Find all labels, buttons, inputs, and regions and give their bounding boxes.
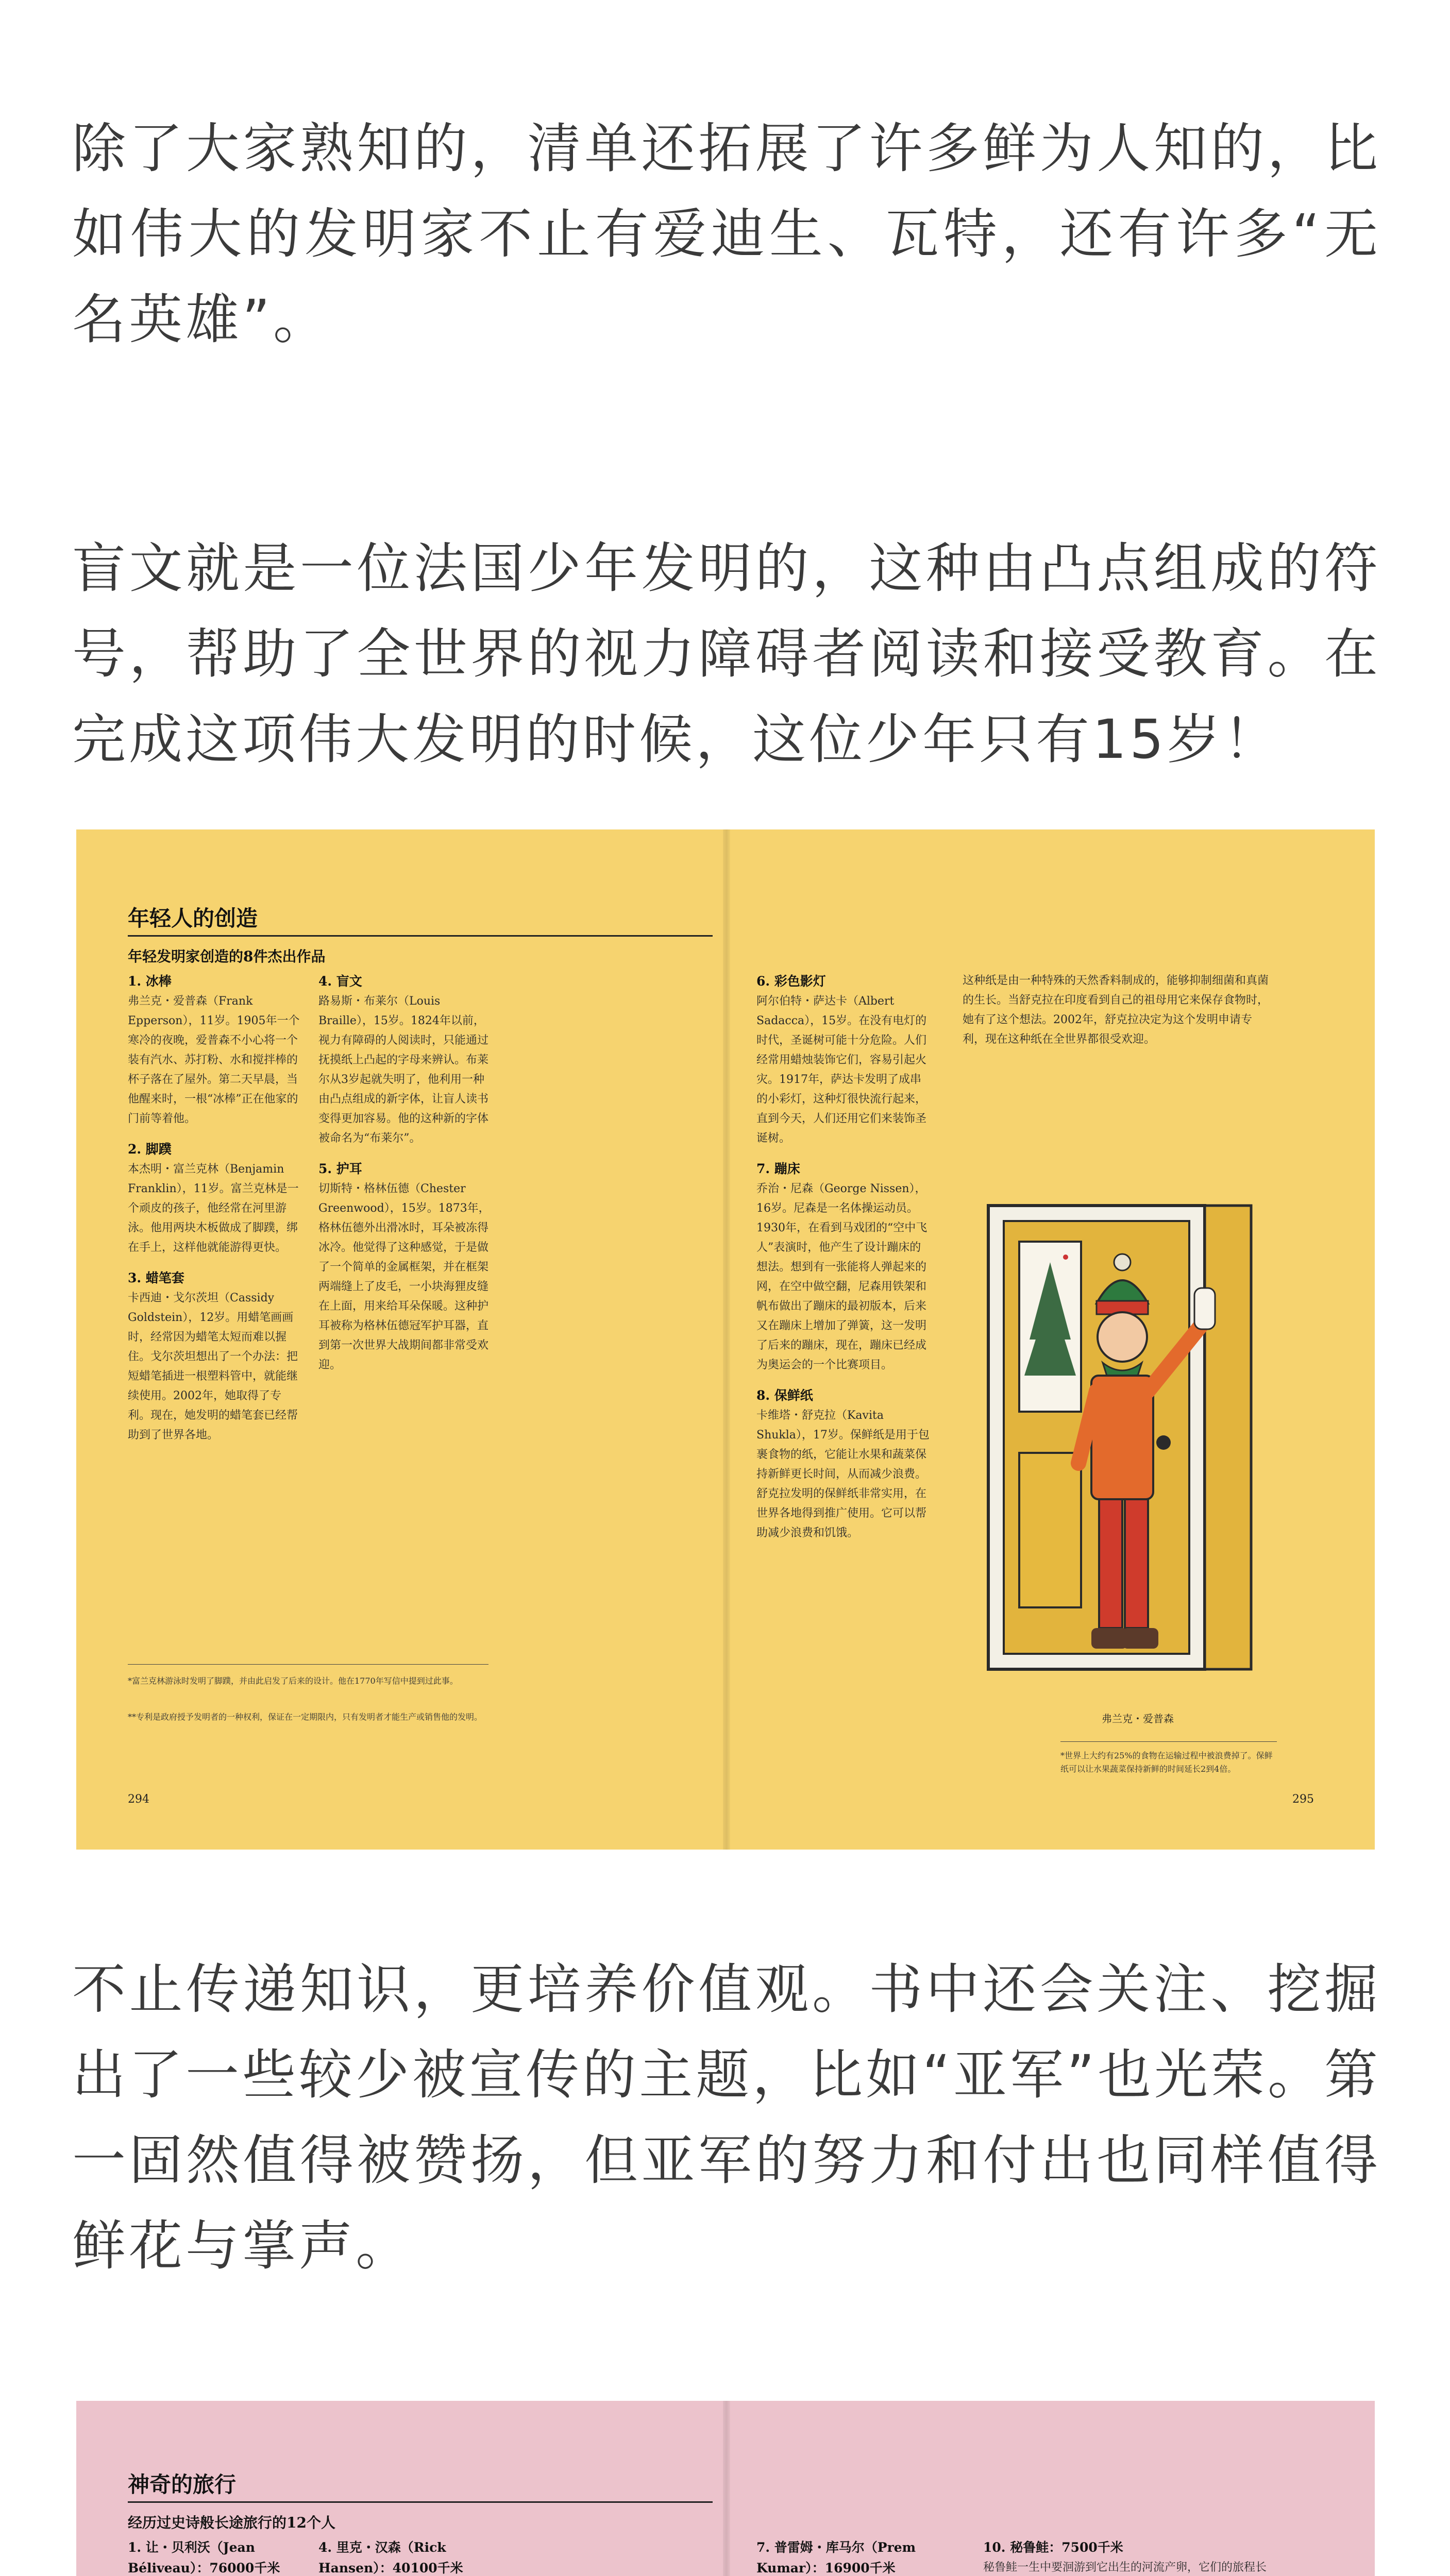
item-heading: 7. 蹦床 [756,1161,800,1176]
spread-subtitle: 年轻发明家创造的8件杰出作品 [128,948,326,965]
column-1 [128,971,303,1455]
item-heading: 3. 蜡笔套 [128,1270,184,1285]
item-body: 阿尔伯特・萨达卡（Albert Sadacca），15岁。在没有电灯的时代，圣诞树可能十分危险。人们经常用蜡烛装饰它们，容易引起火灾。1917年，萨达卡发明了成串的小彩灯，这种灯很快流行起来，直到今天，人们还用它们来装饰圣诞树。 [756,995,927,1145]
item-heading: 8. 保鲜纸 [756,1388,813,1403]
item-heading: 6. 彩色影灯 [756,974,826,989]
title-rule [128,2501,713,2503]
item-body: 本杰明・富兰克林（Benjamin Franklin），11岁。富兰克林是一个顽皮的孩子，他经常在河里游泳。他用两块木板做成了脚蹼，绑在手上，这样他就能游得更快。 [128,1163,299,1254]
item-body: 卡西迪・戈尔茨坦（Cassidy Goldstein），12岁。用蜡笔画画时，经常因为蜡笔太短而难以握住。戈尔茨坦想出了一个办法：把短蜡笔插进一根塑料管中，就能继续使用。2002年，她取得了专利。现在，她发明的蜡笔套已经帮助到了世界各地。 [128,1292,298,1442]
item-heading: 2. 脚蹼 [128,1142,172,1157]
middle-paragraph: 不止传递知识，更培养价值观。书中还会关注、挖掘出了一些较少被宣传的主题，比如“亚军”也光荣。第一固然值得被赞扬，但亚军的努力和付出也同样值得鲜花与掌声。 [72,1958,1381,2277]
item-heading: 4. 盲文 [318,974,362,989]
footnote-rule [128,1664,488,1665]
item-body-continued: 这种纸是由一种特殊的天然香料制成的，能够抑制细菌和真菌的生长。当舒克拉在印度看到自己的祖母用它来保存食物时，她有了这个想法。2002年，舒克拉决定为这个发明申请专利，现在这种纸在全世界都很受欢迎。 [963,974,1269,1046]
item-heading: 5. 护耳 [318,1161,362,1176]
item-body: 秘鲁鲑一生中要洄游到它出生的河流产卵，它们的旅程长 [983,2561,1267,2574]
intro-paragraph-1: 除了大家熟知的，清单还拓展了许多鲜为人知的，比如伟大的发明家不止有爱迪生、瓦特，还有许多“无名英雄”。 [72,117,1381,351]
book-spread-young-inventors [76,829,1375,1850]
column-4 [963,971,1272,1060]
page-fold [723,2401,730,2576]
book-spread-amazing-journeys [76,2401,1375,2576]
footnote-rule [1060,1741,1277,1742]
item-heading: 1. 冰棒 [128,974,172,989]
item-body: 卡维塔・舒克拉（Kavita Shukla），17岁。保鲜纸是用于包裹食物的纸，它能让水果和蔬菜保持新鲜更长时间，从而减少浪费。舒克拉发明的保鲜纸非常实用，在世界各地得到推广使用。它可以帮助减少浪费和饥饿。 [756,1409,930,1539]
page-number-left: 294 [128,1793,149,1806]
page-number-right: 295 [1292,1793,1314,1806]
item-body: 弗兰克・爱普森（Frank Epperson），11岁。1905年一个寒冷的夜晚，爱普森不小心将一个装有汽水、苏打粉、水和搅拌棒的杯子落在了屋外。第二天早晨，当他醒来时，一根“冰棒”正在他家的门前等着他。 [128,995,300,1125]
spread-subtitle: 经历过史诗般长途旅行的12个人 [128,2514,335,2531]
item-body: 路易斯・布莱尔（Louis Braille），15岁。1824年以前，视力有障碍的人阅读时，只能通过抚摸纸上凸起的字母来辨认。布莱尔从3岁起就失明了，他利用一种由凸点组成的新字体，让盲人读书变得更加容易。他的这种新的字体被命名为“布莱尔”。 [318,995,489,1145]
intro-paragraph-2: 盲文就是一位法国少年发明的，这种由凸点组成的符号，帮助了全世界的视力障碍者阅读和接受教育。在完成这项伟大发明的时候，这位少年只有15岁！ [72,537,1381,771]
item-heading: 1. 让・贝利沃（Jean Béliveau）：76000千米 [128,2540,280,2575]
title-rule [128,935,713,937]
footnote: *富兰克林游泳时发明了脚蹼，并由此启发了后来的设计。他在1770年写信中提到过此事。 [128,1676,458,1686]
footnote: *世界上大约有25%的食物在运输过程中被浪费掉了。保鲜纸可以让水果蔬菜保持新鲜的时间延长2到4倍。 [1060,1751,1273,1774]
popsicle-boy-illustration [968,1185,1277,1700]
spread-title: 年轻人的创造 [128,906,258,931]
illustration-caption: 弗兰克・爱普森 [1102,1713,1174,1725]
spread-title: 神奇的旅行 [128,2472,237,2497]
column-4 [983,2537,1272,2576]
column-1 [128,2537,303,2576]
item-body: 切斯特・格林伍德（Chester Greenwood），15岁。1873年，格林伍德外出滑冰时，耳朵被冻得冰冷。他觉得了这种感觉，于是做了一个简单的金属框架，并在框架两端缝上了皮毛，一小块海狸皮缝在上面，用来给耳朵保暖。这种护耳被称为格林伍德冠军护耳器，直到第一次世界大战期间都非常受欢迎。 [318,1182,490,1371]
item-body: 乔治・尼森（George Nissen），16岁。尼森是一名体操运动员。1930年，在看到马戏团的“空中飞人”表演时，他产生了设计蹦床的想法。想到有一张能将人弹起来的网，在空中做空翻，尼森用铁架和帆布做出了蹦床的最初版本，后来又在蹦床上增加了弹簧，这一发明了后来的蹦床，现在，蹦床已经成为奥运会的一个比赛项目。 [756,1182,928,1371]
column-3 [756,971,932,1553]
column-2 [318,2537,494,2576]
item-heading: 4. 里克・汉森（Rick Hansen）：40100千米 [318,2540,463,2575]
footnote: **专利是政府授予发明者的一种权利，保证在一定期限内，只有发明者才能生产或销售他的发明。 [128,1712,483,1722]
item-heading: 7. 普雷姆・库马尔（Prem Kumar）：16900千米 [756,2540,916,2575]
page-fold [723,829,730,1850]
column-2 [318,971,494,1385]
column-3 [756,2537,963,2576]
item-heading: 10. 秘鲁鲑：7500千米 [983,2540,1123,2555]
